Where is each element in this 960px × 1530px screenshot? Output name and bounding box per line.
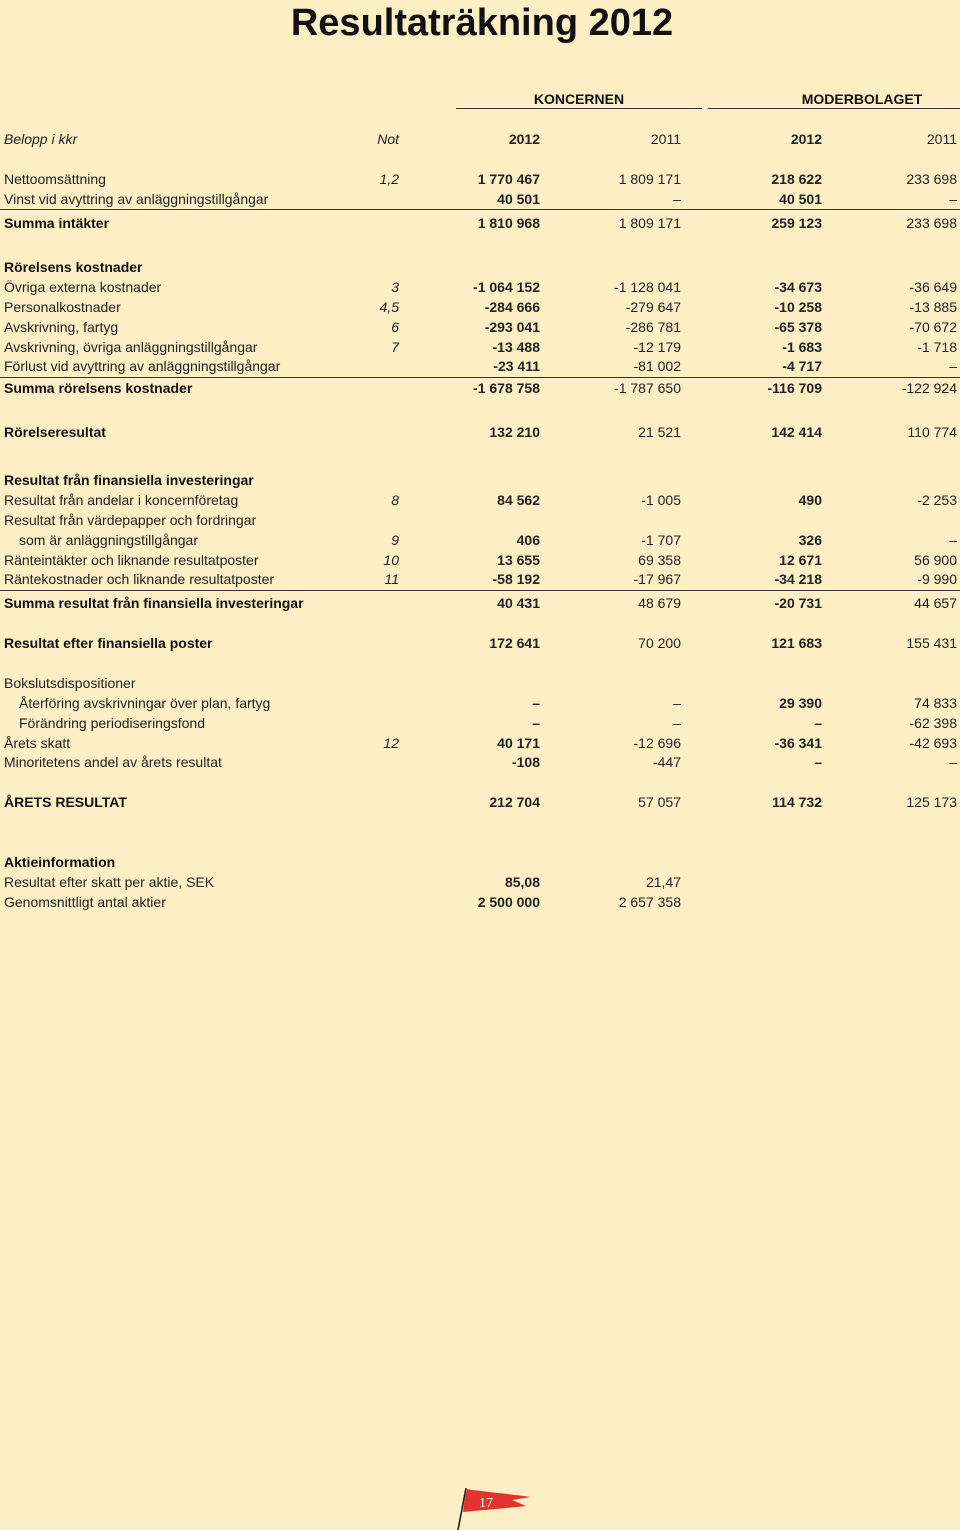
row-label: som är anläggningstillgångar — [19, 532, 198, 548]
cell-m11: 233 698 — [906, 171, 957, 187]
cell-m12: 121 683 — [771, 635, 822, 651]
cell-k12: 2 500 000 — [477, 894, 540, 910]
table-row-rorelseresultat — [0, 423, 960, 441]
table-row-ranteintakter — [0, 551, 960, 569]
cell-note: 10 — [383, 552, 399, 568]
row-label: Avskrivning, övriga anläggningstillgångar — [4, 339, 258, 355]
cell-k12: -23 411 — [493, 358, 540, 374]
cell-k11: 21,47 — [645, 874, 681, 890]
cell-k12: 1 810 968 — [477, 215, 540, 231]
row-label: Förlust vid avyttring av anläggningstillgångar — [4, 358, 281, 374]
table-row-nettoomsattning — [0, 170, 960, 188]
table-row-summa-rorelsens-kostnader — [0, 379, 960, 397]
cell-k11: -1 005 — [641, 492, 681, 508]
cell-k11: 1 809 171 — [618, 171, 681, 187]
table-row-vardepapper-fordringar — [0, 511, 960, 529]
cell-note: 4,5 — [379, 299, 399, 315]
cell-k11: -17 967 — [633, 571, 681, 587]
cell-m12: -65 378 — [774, 319, 822, 335]
column-header-row — [0, 130, 960, 148]
cell-k12: 40 171 — [497, 735, 540, 751]
cell-m12: 114 732 — [772, 794, 822, 810]
row-label: Resultat efter finansiella poster — [4, 635, 213, 651]
cell-k11: 70 200 — [638, 635, 681, 651]
table-row-summa-finansiella — [0, 594, 960, 612]
row-label: Rörelseresultat — [4, 424, 106, 440]
cell-m12: -10 258 — [774, 299, 822, 315]
cell-m11: 44 657 — [914, 595, 957, 611]
cell-k12: – — [532, 715, 540, 731]
cell-m11: -9 990 — [917, 571, 957, 587]
row-label: Övriga externa kostnader — [4, 279, 162, 295]
cell-m12: 40 501 — [779, 191, 822, 207]
cell-k12: 13 655 — [497, 552, 540, 568]
cell-k11: -1 128 041 — [614, 279, 681, 295]
cell-m11: 110 774 — [907, 424, 957, 440]
cell-k11: -12 696 — [633, 735, 681, 751]
row-label: Personalkostnader — [4, 299, 121, 315]
cell-k11: – — [673, 715, 681, 731]
cell-k11: 48 679 — [638, 595, 681, 611]
cell-m12: -34 218 — [774, 571, 822, 587]
cell-k11: 2 657 358 — [618, 894, 681, 910]
cell-m11: -70 672 — [909, 319, 957, 335]
row-label: Nettoomsättning — [4, 171, 106, 187]
cell-k12: -1 678 758 — [473, 380, 540, 396]
row-label: Summa intäkter — [4, 215, 110, 231]
row-label: Resultat från finansiella investeringar — [4, 472, 254, 488]
cell-m11: – — [949, 358, 957, 374]
cell-k11: 57 057 — [638, 794, 681, 810]
cell-k12: 406 — [516, 532, 540, 548]
cell-k11: -279 647 — [625, 299, 681, 315]
cell-m12: 259 123 — [771, 215, 822, 231]
table-row-summa-intakter — [0, 214, 960, 232]
cell-k12: -293 041 — [484, 319, 540, 335]
cell-m11: – — [949, 754, 957, 770]
cell-note: 7 — [391, 339, 399, 355]
rule-summa-rorelsens-kostnader — [0, 377, 960, 378]
cell-k11: – — [673, 191, 681, 207]
cell-m12: 12 671 — [779, 552, 822, 568]
table-row-resultat-efter-finansiella — [0, 634, 960, 652]
row-label: Förändring periodiseringsfond — [19, 715, 205, 731]
table-row-antal-aktier — [0, 893, 960, 911]
table-row-aktieinformation — [0, 853, 960, 871]
group-header-moderbolaget: MODERBOLAGET — [801, 91, 923, 107]
row-label: Summa resultat från finansiella investeringar — [4, 595, 304, 611]
cell-m11: 74 833 — [914, 695, 957, 711]
cell-k11: -81 002 — [633, 358, 681, 374]
row-label: Räntekostnader och liknande resultatposter — [4, 571, 275, 587]
group-header-koncernen: KONCERNEN — [533, 91, 625, 107]
cell-m12: -1 683 — [782, 339, 822, 355]
cell-k12: -13 488 — [492, 339, 540, 355]
column-header-koncernen-2011: 2011 — [650, 131, 681, 147]
cell-m12: -20 731 — [774, 595, 822, 611]
cell-m11: 155 431 — [906, 635, 957, 651]
table-row-rorelsens-kostnader — [0, 258, 960, 276]
column-header-koncernen-2012: 2012 — [508, 131, 540, 147]
cell-m11: 233 698 — [906, 215, 957, 231]
cell-m11: -13 885 — [909, 299, 957, 315]
cell-m12: 29 390 — [779, 695, 822, 711]
cell-m12: -4 717 — [782, 358, 822, 374]
row-label: Summa rörelsens kostnader — [4, 380, 193, 396]
cell-k12: 40 501 — [497, 191, 540, 207]
cell-m11: 56 900 — [914, 552, 957, 568]
cell-k12: -58 192 — [492, 571, 540, 587]
cell-k12: -1 064 152 — [473, 279, 540, 295]
cell-m12: 490 — [798, 492, 822, 508]
cell-m12: 218 622 — [771, 171, 822, 187]
table-row-finansiella-investeringar — [0, 471, 960, 489]
cell-m11: -62 398 — [909, 715, 957, 731]
row-label: Avskrivning, fartyg — [4, 319, 119, 335]
cell-k11: -12 179 — [633, 339, 681, 355]
row-label: Resultat från värdepapper och fordringar — [4, 512, 257, 528]
cell-k11: -1 707 — [641, 532, 681, 548]
row-label: ÅRETS RESULTAT — [4, 794, 127, 810]
cell-m11: – — [949, 532, 957, 548]
cell-m12: – — [814, 715, 822, 731]
cell-m11: – — [949, 191, 957, 207]
cell-m11: -122 924 — [901, 380, 957, 396]
cell-k12: -284 666 — [484, 299, 540, 315]
cell-m12: 142 414 — [771, 424, 822, 440]
cell-note: 1,2 — [379, 171, 399, 187]
cell-k12: 172 641 — [489, 635, 540, 651]
cell-m11: -1 718 — [917, 339, 957, 355]
row-label: Återföring avskrivningar över plan, fartyg — [19, 695, 271, 711]
row-label: Ränteintäkter och liknande resultatposter — [4, 552, 259, 568]
table-row-arets-skatt — [0, 734, 960, 752]
table-row-aterforing-avskrivningar — [0, 694, 960, 712]
cell-m11: -42 693 — [909, 735, 957, 751]
cell-k12: -108 — [511, 754, 540, 770]
table-row-arets-resultat — [0, 793, 960, 811]
cell-k11: -447 — [652, 754, 681, 770]
page-title: Resultaträkning 2012 — [290, 2, 674, 44]
cell-k11: 1 809 171 — [618, 215, 681, 231]
row-label: Bokslutsdispositioner — [4, 675, 136, 691]
cell-m12: – — [814, 754, 822, 770]
cell-m12: -116 709 — [767, 380, 822, 396]
table-row-vinst-avyttring — [0, 190, 960, 208]
cell-k11: 69 358 — [638, 552, 681, 568]
group-underline-moderbolaget — [708, 108, 960, 109]
row-label: Vinst vid avyttring av anläggningstillgångar — [4, 191, 269, 207]
row-label: Aktieinformation — [4, 854, 116, 870]
cell-k11: -286 781 — [625, 319, 681, 335]
column-header-moderbolaget-2012: 2012 — [790, 131, 822, 147]
cell-m12: -36 341 — [774, 735, 822, 751]
table-row-resultat-per-aktie — [0, 873, 960, 891]
table-row-forlust-avyttring — [0, 357, 960, 375]
table-row-andelar-koncernforetag — [0, 491, 960, 509]
cell-note: 9 — [391, 532, 399, 548]
cell-k12: 84 562 — [497, 492, 540, 508]
row-label: Resultat från andelar i koncernföretag — [4, 492, 239, 508]
pennant-flag-icon — [456, 1486, 536, 1530]
rule-summa-finansiella — [0, 590, 960, 591]
cell-note: 3 — [391, 279, 399, 295]
cell-k11: – — [673, 695, 681, 711]
table-row-bokslutsdispositioner — [0, 674, 960, 692]
cell-k12: – — [532, 695, 540, 711]
cell-m12: -34 673 — [774, 279, 822, 295]
table-row-anlaggningstillgangar — [0, 531, 960, 549]
table-row-personalkostnader — [0, 298, 960, 316]
cell-k11: 21 521 — [638, 424, 681, 440]
table-row-forandring-periodiseringsfond — [0, 714, 960, 732]
cell-note: 11 — [384, 571, 399, 587]
cell-k12: 40 431 — [497, 595, 540, 611]
cell-m11: -36 649 — [909, 279, 957, 295]
group-underline-koncernen — [456, 108, 702, 109]
cell-note: 12 — [383, 735, 399, 751]
cell-k11: -1 787 650 — [614, 380, 681, 396]
rule-summa-intakter — [0, 209, 960, 210]
table-row-rantekostnader — [0, 570, 960, 588]
cell-k12: 1 770 467 — [477, 171, 540, 187]
cell-m11: 125 173 — [906, 794, 957, 810]
row-label: Minoritetens andel av årets resultat — [4, 754, 222, 770]
row-label: Resultat efter skatt per aktie, SEK — [4, 874, 215, 890]
table-row-minoritetens-andel — [0, 753, 960, 771]
cell-k12: 212 704 — [489, 794, 540, 810]
cell-k12: 85,08 — [504, 874, 540, 890]
table-row-ovriga-externa — [0, 278, 960, 296]
row-label: Genomsnittligt antal aktier — [4, 894, 166, 910]
column-header-label: Belopp i kkr — [4, 131, 78, 147]
column-header-moderbolaget-2011: 2011 — [926, 131, 957, 147]
cell-note: 6 — [391, 319, 399, 335]
cell-m11: -2 253 — [917, 492, 957, 508]
row-label: Årets skatt — [4, 735, 71, 751]
cell-note: 8 — [391, 492, 399, 508]
table-row-avskrivning-ovriga — [0, 338, 960, 356]
cell-k12: 132 210 — [489, 424, 540, 440]
row-label: Rörelsens kostnader — [4, 259, 143, 275]
table-row-avskrivning-fartyg — [0, 318, 960, 336]
cell-m12: 326 — [798, 532, 822, 548]
page-number: 17 — [479, 1496, 493, 1511]
column-header-note: Not — [377, 131, 399, 147]
